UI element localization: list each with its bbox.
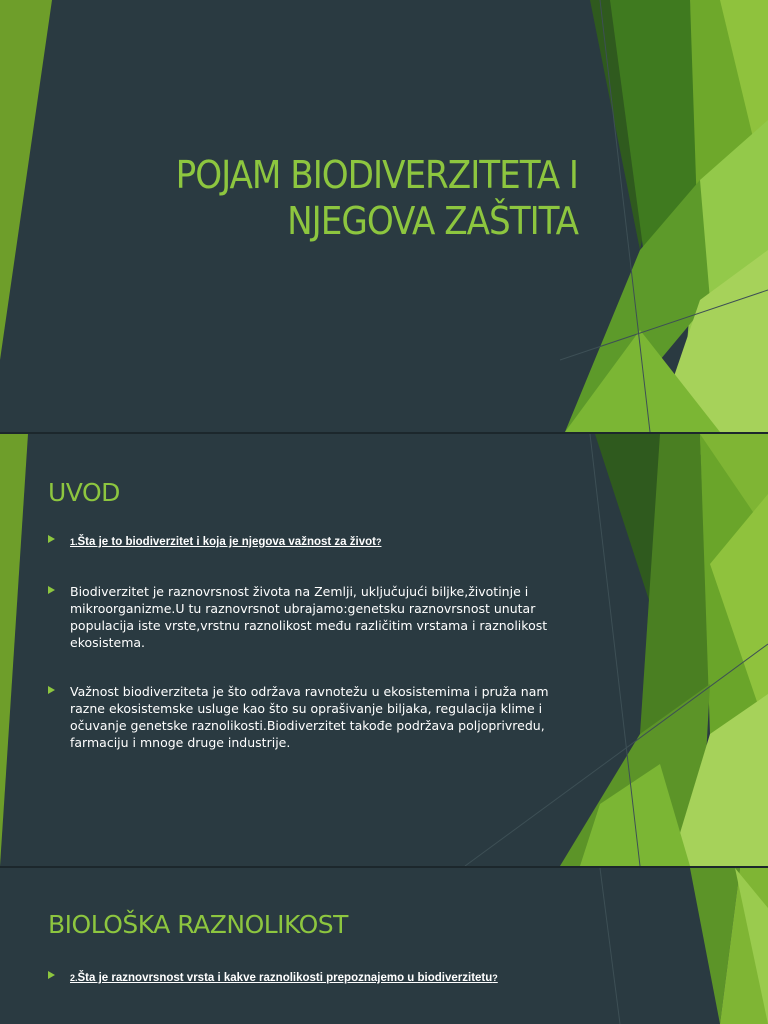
bullet-arrow-icon — [48, 686, 55, 694]
title-line-2: NJEGOVA ZAŠTITA — [287, 199, 578, 243]
bullet-arrow-icon — [48, 586, 55, 594]
slide-uvod — [0, 434, 768, 866]
page-title — [58, 152, 578, 244]
section-heading: UVOD — [48, 478, 120, 507]
list-item — [48, 683, 568, 751]
bullet-list — [48, 532, 568, 751]
bullet-text: Važnost biodiverziteta je što održava ravnotežu u ekosistemima i pruža nam razne ekosistemske usluge kao što su oprašivanje biljaka, regulacija klime i očuvanje genetske raznolikosti.Biodiverzitet takođe podržava poljoprivredu, farmaciju i mnoge druge industrije. — [70, 684, 549, 750]
section-heading: BIOLOŠKA RAZNOLIKOST — [48, 910, 348, 939]
bullet-arrow-icon — [48, 971, 55, 979]
slide-bioloska-raznolikost — [0, 868, 768, 1024]
question-text: 1.Šta je to biodiverzitet i koja je njegova važnost za život? — [70, 536, 382, 548]
bullet-list — [48, 968, 508, 987]
slide-title — [0, 0, 768, 432]
list-item — [48, 583, 568, 651]
title-line-1: POJAM BIODIVERZITETA I — [175, 153, 578, 197]
list-item — [48, 968, 508, 987]
green-facets-decoration — [0, 868, 768, 1024]
bullet-text: Biodiverzitet je raznovrsnost života na Zemlji, uključujući biljke,životinje i mikroorganizme.U tu raznovrsnot ubrajamo:genetsku raznovrsnost unutar populacija iste vrste,vrstnu raznolikost među različitim vrstama i raznolikost ekosistema. — [70, 584, 548, 650]
list-item — [48, 532, 568, 551]
bullet-arrow-icon — [48, 535, 55, 543]
question-text: 2.Šta je raznovrsnost vrsta i kakve raznolikosti prepoznajemo u biodiverzitetu? — [70, 972, 498, 984]
